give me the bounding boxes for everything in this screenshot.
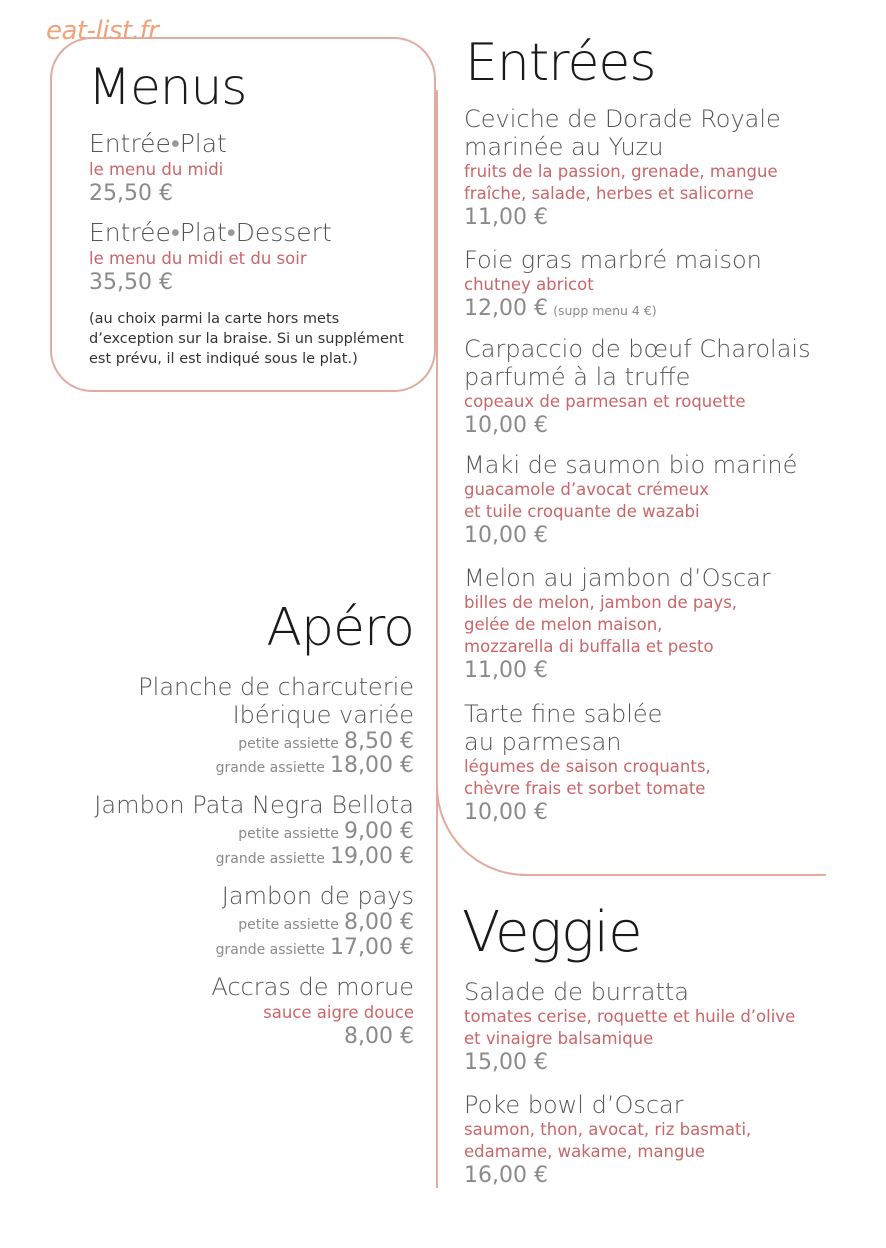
formula-1-part-1: Entrée (89, 129, 171, 158)
formula-1-part-2: Plat (179, 129, 227, 158)
dish-price: 11,00 € (464, 205, 548, 230)
watermark: eat-list.fr (46, 16, 159, 46)
menu-formula-1-desc: le menu du midi (89, 160, 224, 179)
entree-item (464, 105, 781, 231)
dish-price: 15,00 € (464, 1050, 548, 1075)
apero-size-row (238, 910, 414, 936)
dish-price: 12,00 € (464, 296, 548, 321)
dish-name-line: parfumé à la truffe (464, 363, 691, 391)
dish-desc-line: mozzarella di buffalla et pesto (464, 637, 714, 656)
menus-note-line: (au choix parmi la carte hors mets (89, 311, 340, 327)
dish-name-line: Melon au jambon d’Oscar (464, 564, 771, 592)
formula-2-part-2: Plat (179, 218, 227, 247)
dish-desc-line: billes de melon, jambon de pays, (464, 593, 738, 612)
apero-size-row (216, 935, 414, 961)
dish-name-line: marinée au Yuzu (464, 133, 664, 161)
size-price: 18,00 € (330, 753, 414, 778)
vertical-divider (436, 90, 438, 1188)
dish-desc-line: copeaux de parmesan et roquette (464, 392, 746, 411)
horizontal-divider (520, 874, 826, 876)
size-label: petite assiette (238, 917, 339, 933)
dish-name-line: Maki de saumon bio mariné (464, 451, 798, 479)
menus-note-line: d’exception sur la braise. Si un supplément (89, 331, 404, 347)
size-label: grande assiette (215, 942, 325, 958)
veggie-item (464, 978, 795, 1076)
menu-formula-2-desc: le menu du midi et du soir (89, 249, 307, 268)
dish-price: 10,00 € (464, 523, 548, 548)
menus-note-line: est prévu, il est indiqué sous le plat.) (89, 351, 358, 367)
apero-size-row (216, 844, 414, 870)
size-label: petite assiette (238, 736, 339, 752)
dish-desc-line: guacamole d’avocat crémeux (464, 480, 710, 499)
menu-formula-2: Entrée•Plat•Dessert (89, 218, 332, 247)
entree-item (464, 700, 711, 826)
dish-price: 10,00 € (464, 800, 548, 825)
apero-size-row (216, 753, 414, 779)
dish-name-line: Foie gras marbré maison (464, 246, 762, 274)
apero-item-name: Jambon de pays (221, 882, 414, 910)
dish-desc-line: chutney abricot (464, 275, 594, 294)
dish-supplement: (supp menu 4 €) (553, 303, 657, 318)
menu-formula-2-price: 35,50 € (89, 270, 173, 295)
dish-name-line: Ceviche de Dorade Royale (464, 105, 781, 133)
apero-item-name: Accras de morue (211, 973, 414, 1001)
entree-item (464, 564, 771, 684)
size-price: 17,00 € (330, 935, 414, 960)
dish-name-line: Salade de burratta (464, 978, 689, 1006)
menus-title: Menus (88, 58, 247, 116)
formula-2-part-1: Entrée (89, 218, 171, 247)
entree-item (464, 246, 762, 322)
veggie-item (464, 1091, 751, 1189)
size-price: 8,00 € (344, 910, 414, 935)
dish-desc-line: edamame, wakame, mangue (464, 1142, 706, 1161)
dish-price: 16,00 € (464, 1163, 548, 1188)
dish-desc-line: chèvre frais et sorbet tomate (464, 779, 706, 798)
veggie-title: Veggie (462, 900, 642, 965)
apero-item-name-line: Planche de charcuterie (138, 673, 414, 701)
dish-price: 10,00 € (464, 413, 548, 438)
size-price: 9,00 € (344, 819, 414, 844)
menu-formula-1-price: 25,50 € (89, 181, 173, 206)
dish-desc-line: et vinaigre balsamique (464, 1029, 654, 1048)
dish-desc-line: fruits de la passion, grenade, mangue (464, 162, 778, 181)
dish-name-line: au parmesan (464, 728, 622, 756)
apero-item-price: 8,00 € (344, 1024, 414, 1049)
dish-desc-line: et tuile croquante de wazabi (464, 502, 700, 521)
apero-item-name (138, 673, 414, 729)
entree-item (464, 451, 797, 549)
dish-name-line: Carpaccio de bœuf Charolais (464, 335, 811, 363)
dish-price: 11,00 € (464, 658, 548, 683)
entree-item (464, 335, 811, 439)
dish-desc-line: gelée de melon maison, (464, 615, 663, 634)
apero-item-desc: sauce aigre douce (263, 1003, 414, 1022)
apero-size-row (238, 819, 414, 845)
dish-desc-line: saumon, thon, avocat, riz basmati, (464, 1120, 752, 1139)
formula-2-part-3: Dessert (235, 218, 332, 247)
menu-formula-1: Entrée•Plat (89, 129, 227, 158)
dish-name-line: Tarte fine sablée (464, 700, 663, 728)
size-label: petite assiette (238, 826, 339, 842)
dish-name-line: Poke bowl d’Oscar (464, 1091, 684, 1119)
entrees-title: Entrées (465, 33, 656, 93)
apero-item-name-line: Ibérique variée (232, 701, 414, 729)
size-label: grande assiette (215, 760, 325, 776)
apero-size-row (238, 729, 414, 755)
menus-note (89, 309, 404, 369)
dish-desc-line: légumes de saison croquants, (464, 757, 711, 776)
apero-title: Apéro (266, 598, 414, 658)
size-label: grande assiette (215, 851, 325, 867)
apero-item-name: Jambon Pata Negra Bellota (94, 791, 414, 819)
size-price: 19,00 € (330, 844, 414, 869)
dish-desc-line: fraîche, salade, herbes et salicorne (464, 184, 754, 203)
size-price: 8,50 € (344, 729, 414, 754)
dish-desc-line: tomates cerise, roquette et huile d’olive (464, 1007, 796, 1026)
